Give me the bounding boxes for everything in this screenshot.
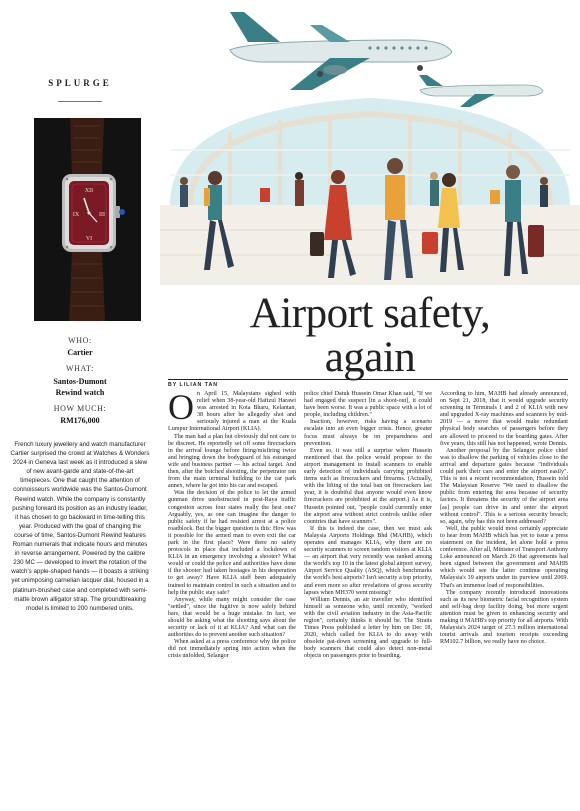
watch-icon: [34, 118, 141, 321]
what-value-line1: Santos-Dumont: [53, 377, 107, 386]
headline-divider: [168, 379, 568, 380]
price-value: RM176,000: [60, 416, 100, 425]
paragraph: On April 15, Malaysians sighed with relief when 38-year-old Hafizul Harawi was arrested in Kota Bharu, Kelantan, 38 hours after he allegedly shot and seriously injured a man at the Kuala Lumpur International Airport (KLIA).: [168, 387, 296, 433]
sidebar-body-text: French luxury jewellery and watch manufacturer Cartier surprised the crowd at Watches & Wonders 2024 in Geneva last week as it introduced a slew of new avant-garde and state-of-the-art timepieces. One that caught the attention of connoisseurs worldwide was the Santos-Dumont Rewind watch. While the company is constantly pushing forward its position as an industry leader, it has chosen to go backward in time-telling this year. Produced with the goal of changing the course of time, Santos-Dumont Rewind features Roman numerals that indicate hours and minutes in reverse arrangement. Powered by the calibre 230 MC — developed to invert the rotation of the watch's apple-shaped hands — it boasts a striking yet unimposing carnelian lacquer dial, housed in a platinum-brushed case and completed with semi-matte brown alligator strap. The groundbreaking model is limited to 200 numbered units.: [10, 441, 150, 612]
paragraph: When asked at a press conference why the police did not immediately spring into action when the crisis unfolded, Selangor: [168, 639, 296, 660]
who-value: Cartier: [67, 348, 93, 357]
what-value-line2: Rewind watch: [55, 388, 105, 397]
paragraph: If this is indeed the case, then we must ask Malaysia Airports Holdings Bhd (MAHB), which operates and manages KLIA, why there are no security scanners to screen random visitors at KLIA — an airport that very recently was ranked among the world's top 10 in the latest global airport survey, Airport Service Quality (ASQ), which benchmarks the world's best airports? Isn't security a top priority, and even more so after revelations of gross security lapses when MH370 went missing?: [304, 525, 432, 596]
paragraph: According to him, MAHB had already announced, on Sept 21, 2018, that it would upgrade security screening in Terminals 1 and 2 of KLIA with new and upgraded X-ray machines and scanners by mid-2019 — a move that would make redundant physical body searches of passengers before they are allowed to proceed to the boarding gates. After five years, this still has not happened, wrote Dennis.: [440, 391, 568, 447]
article-column-1: [168, 387, 296, 661]
paragraph: The man had a plan but obviously did not care to be discreet. He reportedly set off some firecrackers in the arrival lounge before firing/misfiring twice and bringing down the bodyguard of his estranged wife and business partner — his actual target. And then, after the botched shooting, the perpetrator ran from the main terminal building to the car park annex, where he got into his car and escaped.: [168, 433, 296, 490]
sidebar-title: SPLURGE: [48, 78, 112, 88]
article-column-2: [304, 391, 432, 661]
paragraph: Even so, it was still a surprise when Hussein mentioned that the police would propose to the airport management to install scanners to enable early detection of individuals carrying prohibited items such as firecrackers and firearms. (Actually, with the lifting of the total ban on firecrackers last year, it is doubtful that anyone would even know firecrackers are prohibited at the airport.) As it is, Hussein pointed out, "people could currently enter the airport area without strict controls unlike other countries that have scanners".: [304, 447, 432, 525]
paragraph: Inaction, however, risks having a scenario escalate into an even bigger crisis. Hence, greater focus must always be on preparedness and prevention.: [304, 419, 432, 447]
paragraph: Was the decision of the police to let the armed gunman drive unobstructed in post-Raya traffic congestion across four states really the best one? Arguably, yes, as one can imagine the danger to public safety if he had resisted arrest at a police roadblock. But the bigger question is this: How was it possible for the armed man to even exit the car park in the first place? Were there no safety protocols in place that included a lockdown of KLIA in an emergency involving a shooter? What would or could the police and authorities have done if the shooter had taken hostages in his desperation to get away? Have KLIA staff been adequately trained to maintain control in such a situation and to help the public stay safe?: [168, 490, 296, 596]
paragraph: The company recently introduced innovations such as its new biometric facial recognition system and self-bag drop facility doing, but more urgent attention must be given to enhancing security and making it MAHB's top priority for all airports. With Malaysia's 2024 target of 27.3 million international tourist arrivals and tourism receipts exceeding RM102.7 billion, we really have no choice.: [440, 589, 568, 646]
svg-text:III: III: [99, 212, 105, 218]
byline: BY LILIAN TAN: [168, 382, 218, 388]
article-headline: [160, 292, 580, 380]
airport-illustration-icon: [160, 0, 580, 285]
paragraph: Anyway, while many might consider the case "settled", since the fugitive is now safely behind bars, that would be a huge mistake. In fact, we should be asking what the shooting says about the security or lack of it at KLIA? And what can the authorities do to prevent another such situation?: [168, 596, 296, 639]
svg-text:IX: IX: [72, 212, 80, 218]
svg-text:VI: VI: [85, 236, 93, 242]
paragraph: police chief Datuk Hussein Omar Khan said, "If we had engaged the suspect [in a shoot-out], it could have been worse. It was a public space with a lot of people, including children.": [304, 391, 432, 419]
article-column-3: [440, 391, 568, 646]
paragraph: William Dennis, an air traveller who identified himself as someone who, until recently, "worked with the civil aviation industry in the Asia-Pacific region", certainly thinks it should be. The Straits Times Press published a letter by him on Dec 18, 2020, which called for KLIA to do away with obsolete pat-down screening and upgrade to full-body scanners that could also detect non-metal objects on passengers prior to boarding.: [304, 596, 432, 660]
who-label: WHO:: [68, 336, 92, 345]
dropcap: O: [168, 387, 194, 427]
how-much-label: HOW MUCH:: [53, 404, 107, 413]
sidebar-divider: [58, 101, 102, 102]
headline-line2: again: [324, 334, 416, 381]
airport-terminal-illustration: [160, 0, 580, 285]
what-label: WHAT:: [66, 364, 94, 373]
splurge-sidebar: [0, 0, 160, 811]
headline-line1: Airport safety,: [249, 290, 491, 337]
watch-photo: [34, 118, 141, 321]
paragraph: Another proposal by the Selangor police chief was to disallow the parking of vehicles close to the arrival and departure gates because "individuals could park their cars and enter the airport easily". This is not a recent recommendation, Hussein told The Malaysian Reserve "We used to disallow the public from entering the area because of security factors. It threatens the security of the airport area [as] people can drive in and enter the airport without control". This is a serious security breach; so, again, why has this not been addressed?: [440, 447, 568, 525]
svg-text:XII: XII: [84, 188, 94, 194]
paragraph: Well, the public would most certainly appreciate to hear from MAHB which has yet to issue a press statement on the incident, let alone hold a press conference. After all, Minister of Transport Anthony Loke announced on March 26 that agreements had been signed between the government and MAHB which would see the latter continue operating Malaysia's 39 airports under its purview until 2069. That's an immense load of responsibilities.: [440, 525, 568, 589]
